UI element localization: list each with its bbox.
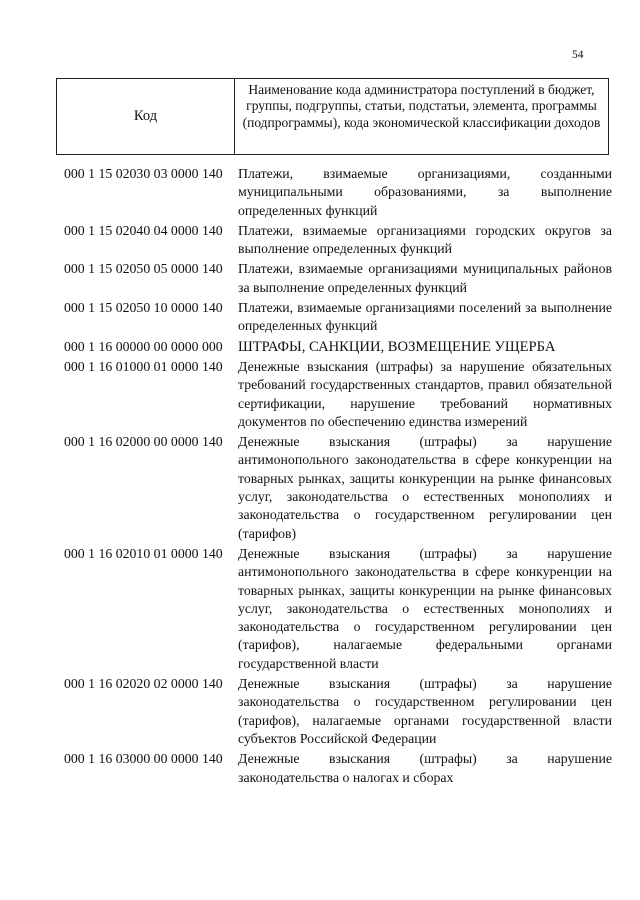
section-heading-row: [64, 338, 612, 356]
table-header: [56, 78, 609, 155]
code-column-header: Код: [57, 79, 235, 154]
row-code: 000 1 15 02050 05 0000 140: [64, 261, 223, 277]
row-description: Денежные взыскания (штрафы) за нарушение антимонопольного законодательства в сфере конкуренции на товарных рынках, защиты конкуренции на рынке финансовых услуг, законодательства о естественных монополиях и законодательства о государственном регулировании цен (тарифов): [238, 434, 612, 541]
row-description: Денежные взыскания (штрафы) за нарушение законодательства о государственном регулировании цен (тарифов), налагаемые органами государственной власти субъектов Российской Федерации: [238, 676, 612, 746]
table-row: [64, 358, 612, 431]
row-description: Денежные взыскания (штрафы) за нарушение антимонопольного законодательства в сфере конкуренции на товарных рынках, защиты конкуренции на рынке финансовых услуг, законодательства о естественных монополиях и законодательства о государственном регулировании цен (тарифов), налагаемые федеральными органами государственной власти: [238, 545, 612, 671]
row-code: 000 1 16 02020 02 0000 140: [64, 676, 223, 692]
row-code: 000 1 15 02040 04 0000 140: [64, 222, 223, 238]
table-row: [64, 222, 612, 259]
table-row: [64, 545, 612, 673]
table-row: [64, 165, 612, 220]
table-row: [64, 675, 612, 748]
row-code: 000 1 16 01000 01 0000 140: [64, 358, 223, 374]
row-description: Денежные взыскания (штрафы) за нарушение обязательных требований государственных стандартов, правил обязательной сертификации, нарушение требований нормативных документов по обеспечению единства измерений: [238, 358, 612, 429]
name-column-header: Наименование кода администратора поступлений в бюджет, группы, подгруппы, статьи, подстатьи, элемента, программы (подпрограммы), кода экономической классификации доходов: [242, 82, 601, 130]
row-code: 000 1 16 03000 00 0000 140: [64, 751, 223, 767]
classification-rows: [64, 165, 612, 789]
row-code: 000 1 16 00000 00 0000 000: [64, 338, 223, 354]
table-row: [64, 433, 612, 543]
row-description: Платежи, взимаемые организациями муниципальных районов за выполнение определенных функций: [238, 261, 612, 295]
row-description: Денежные взыскания (штрафы) за нарушение законодательства о налогах и сборах: [238, 751, 612, 785]
page-number: 54: [572, 49, 584, 61]
table-row: [64, 260, 612, 297]
row-description: Платежи, взимаемые организациями поселений за выполнение определенных функций: [238, 300, 612, 334]
row-description: Платежи, взимаемые организациями, созданными муниципальными образованиями, за выполнение определенных функций: [238, 166, 612, 218]
row-code: 000 1 16 02000 00 0000 140: [64, 434, 223, 450]
section-heading: ШТРАФЫ, САНКЦИИ, ВОЗМЕЩЕНИЕ УЩЕРБА: [238, 338, 556, 355]
row-description: Платежи, взимаемые организациями городских округов за выполнение определенных функций: [238, 222, 612, 257]
table-row: [64, 299, 612, 336]
row-code: 000 1 15 02030 03 0000 140: [64, 166, 223, 181]
row-code: 000 1 16 02010 01 0000 140: [64, 545, 223, 561]
table-row: [64, 750, 612, 787]
row-code: 000 1 15 02050 10 0000 140: [64, 300, 223, 316]
